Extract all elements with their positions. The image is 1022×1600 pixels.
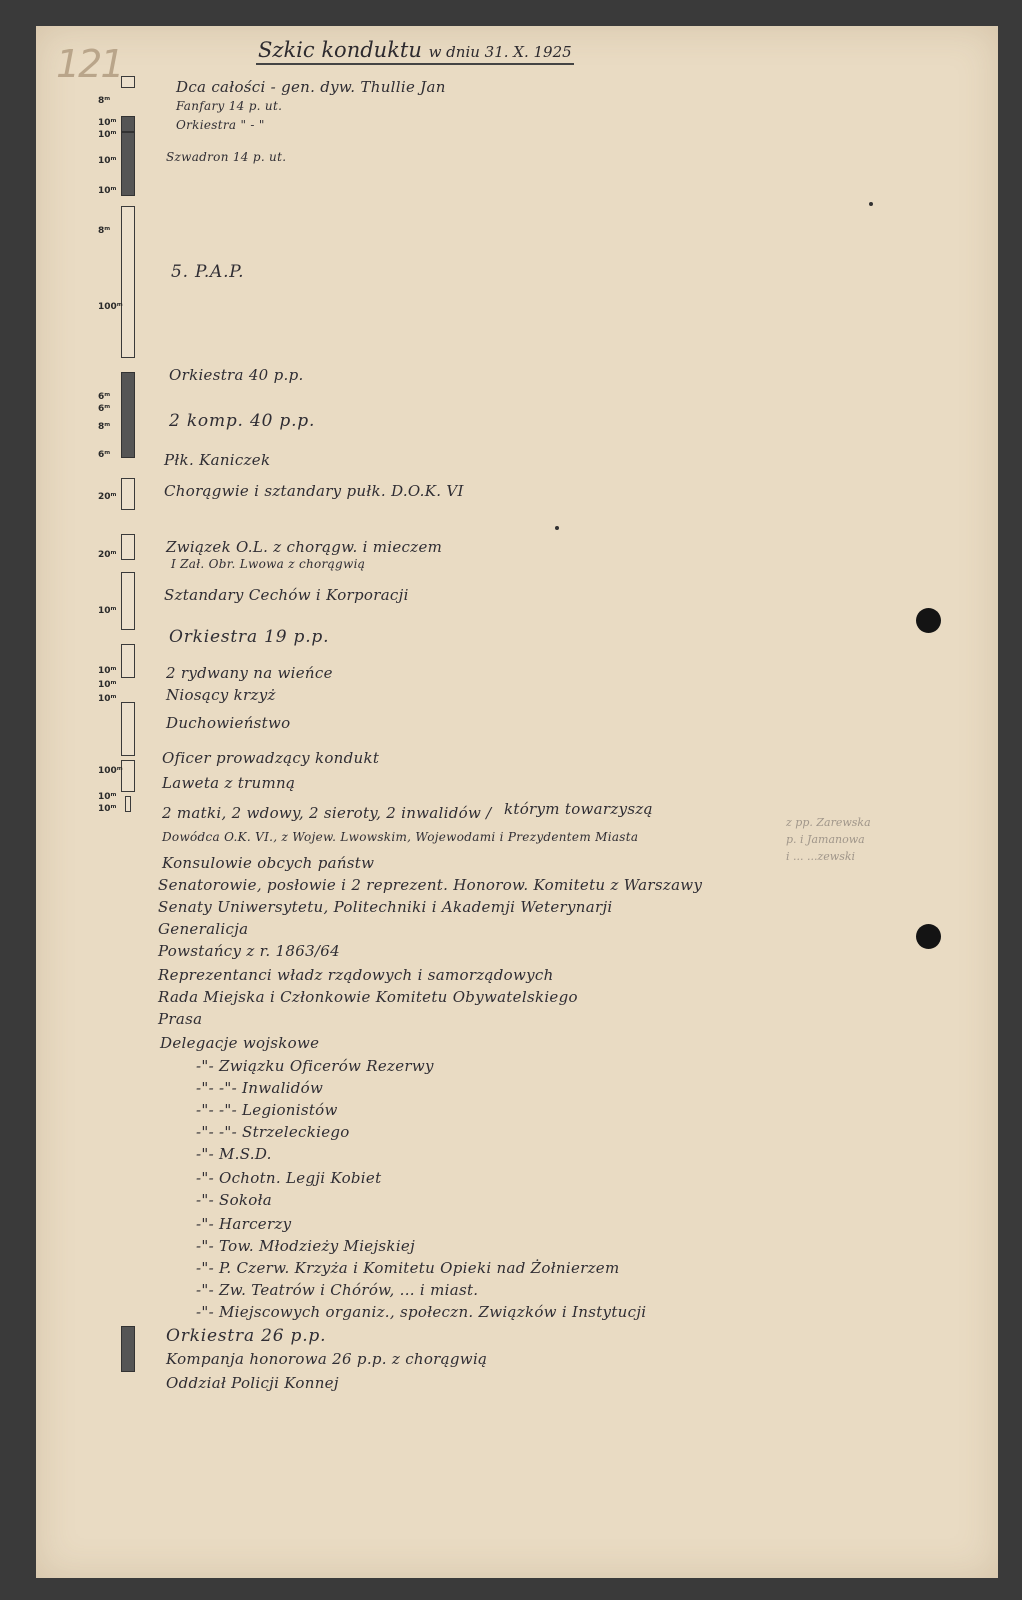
procession-line: Dowódca O.K. VI., z Wojew. Lwowskim, Wojewodami i Prezydentem Miasta [162, 830, 639, 844]
procession-line: -"- Zw. Teatrów i Chórów, ... i miast. [196, 1281, 479, 1299]
distance-mark: 20ᵐ [98, 492, 117, 502]
punch-hole-bottom [916, 924, 941, 949]
procession-line: -"- Związku Oficerów Rezerwy [196, 1057, 434, 1075]
distance-mark: 100ᵐ [98, 766, 123, 776]
distance-mark: 100ᵐ [98, 302, 123, 312]
distance-mark: 10ᵐ [98, 156, 117, 166]
diagram-segment [121, 760, 135, 792]
ink-dot [555, 526, 559, 530]
archive-number: 121 [56, 42, 123, 86]
distance-mark: 10ᵐ [98, 606, 117, 616]
distance-mark: 10ᵐ [98, 186, 117, 196]
ink-dot [869, 202, 873, 206]
procession-line: Kompanja honorowa 26 p.p. z chorągwią [166, 1350, 488, 1368]
distance-mark: 6ᵐ [98, 404, 111, 414]
procession-line: Konsulowie obcych państw [162, 854, 375, 872]
procession-line: Szwadron 14 p. ut. [166, 150, 287, 164]
procession-line: -"- -"- Legionistów [196, 1101, 338, 1119]
distance-mark: 10ᵐ [98, 804, 117, 814]
procession-line: Oddział Policji Konnej [166, 1374, 339, 1392]
side-note-line: z pp. Zarewska [786, 816, 871, 829]
procession-line: I Zał. Obr. Lwowa z chorągwią [171, 557, 366, 571]
procession-line: 5. P.A.P. [171, 262, 245, 282]
procession-line: Dca całości - gen. dyw. Thullie Jan [176, 78, 446, 96]
diagram-segment [121, 372, 135, 458]
side-note-line: p. i Jamanowa [786, 833, 865, 846]
document-page [36, 26, 998, 1578]
procession-line: Orkiestra " - " [176, 118, 265, 132]
punch-hole-top [916, 608, 941, 633]
distance-mark: 10ᵐ [98, 694, 117, 704]
procession-line: Rada Miejska i Członkowie Komitetu Obywatelskiego [158, 988, 578, 1006]
distance-mark: 8ᵐ [98, 96, 111, 106]
procession-line: Powstańcy z r. 1863/64 [158, 942, 340, 960]
distance-mark: 10ᵐ [98, 130, 117, 140]
diagram-segment [121, 572, 135, 630]
procession-line: -"- -"- Inwalidów [196, 1079, 324, 1097]
procession-line: -"- Sokoła [196, 1191, 273, 1209]
procession-line: Orkiestra 19 p.p. [169, 627, 330, 647]
procession-line: Prasa [158, 1010, 203, 1028]
procession-line: Płk. Kaniczek [164, 451, 271, 469]
procession-line: -"- P. Czerw. Krzyża i Komitetu Opieki nad Żołnierzem [196, 1259, 620, 1277]
procession-line: Związek O.L. z chorągw. i mieczem [166, 538, 443, 556]
procession-line: -"- Harcerzy [196, 1215, 292, 1233]
procession-line: -"- Ochotn. Legji Kobiet [196, 1169, 382, 1187]
diagram-segment [121, 76, 135, 88]
procession-line: 2 komp. 40 p.p. [169, 411, 316, 431]
distance-mark: 10ᵐ [98, 680, 117, 690]
diagram-segment [121, 206, 135, 358]
diagram-segment [121, 478, 135, 510]
procession-line: -"- M.S.D. [196, 1145, 272, 1163]
procession-line: Orkiestra 26 p.p. [166, 1326, 327, 1346]
procession-line: Delegacje wojskowe [160, 1034, 320, 1052]
diagram-segment [121, 1326, 135, 1372]
side-note [786, 814, 946, 865]
title-text: Szkic konduktu [258, 38, 422, 62]
procession-line: Orkiestra 40 p.p. [169, 366, 304, 384]
distance-mark: 10ᵐ [98, 666, 117, 676]
diagram-segment [121, 116, 135, 132]
distance-mark: 20ᵐ [98, 550, 117, 560]
diagram-segment [121, 702, 135, 756]
procession-line: -"- Tow. Młodzieży Miejskiej [196, 1237, 416, 1255]
distance-mark: 10ᵐ [98, 118, 117, 128]
procession-line: którym towarzyszą [504, 800, 653, 818]
procession-line: Senaty Uniwersytetu, Politechniki i Akademji Weterynarji [158, 898, 613, 916]
distance-mark: 10ᵐ [98, 792, 117, 802]
procession-line: Fanfary 14 p. ut. [176, 99, 283, 113]
procession-line: Senatorowie, posłowie i 2 reprezent. Honorow. Komitetu z Warszawy [158, 876, 703, 894]
title-date: w dniu 31. X. 1925 [428, 43, 572, 61]
procession-line: 2 matki, 2 wdowy, 2 sieroty, 2 inwalidów / [162, 804, 492, 822]
procession-line: Duchowieństwo [166, 714, 291, 732]
distance-mark: 8ᵐ [98, 226, 111, 236]
procession-line: Reprezentanci władz rządowych i samorządowych [158, 966, 554, 984]
distance-mark: 6ᵐ [98, 450, 111, 460]
procession-line: Generalicja [158, 920, 249, 938]
diagram-segment [121, 644, 135, 678]
diagram-segment [125, 796, 131, 812]
side-note-line: i ... ...zewski [786, 850, 856, 863]
procession-line: Chorągwie i sztandary pułk. D.O.K. VI [164, 482, 464, 500]
procession-line: Laweta z trumną [162, 774, 296, 792]
procession-line: Sztandary Cechów i Korporacji [164, 586, 409, 604]
procession-line: 2 rydwany na wieńce [166, 664, 333, 682]
procession-line: -"- -"- Strzeleckiego [196, 1123, 350, 1141]
diagram-segment [121, 534, 135, 560]
procession-line: Oficer prowadzący kondukt [162, 749, 380, 767]
procession-line: -"- Miejscowych organiz., społeczn. Związków i Instytucji [196, 1303, 647, 1321]
page-title [256, 38, 574, 65]
distance-mark: 8ᵐ [98, 422, 111, 432]
diagram-segment [121, 132, 135, 196]
procession-line: Niosący krzyż [166, 686, 276, 704]
distance-mark: 6ᵐ [98, 392, 111, 402]
